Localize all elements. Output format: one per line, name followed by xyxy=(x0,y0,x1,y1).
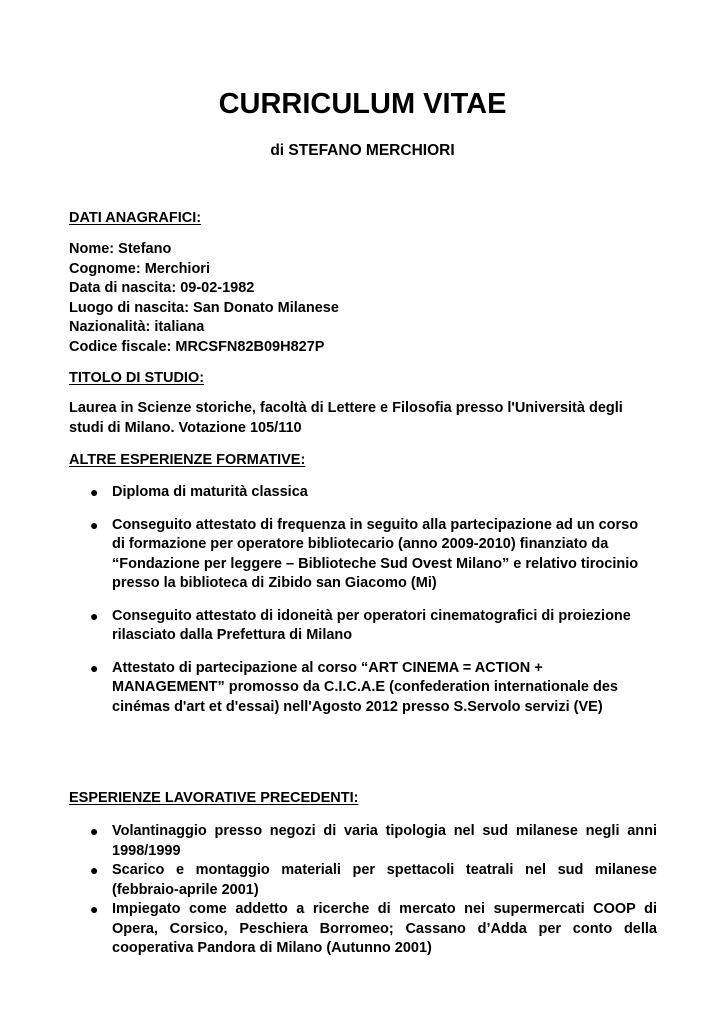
list-item-line: Attestato di partecipazione al corso “ART CINEMA = ACTION + xyxy=(112,659,543,676)
section-heading-esperienze-lavorative: ESPERIENZE LAVORATIVE PRECEDENTI: xyxy=(69,790,359,806)
personal-data-name: Nome: Stefano xyxy=(69,241,172,257)
list-item-line: Conseguito attestato di frequenza in seguito alla partecipazione ad un corso xyxy=(112,516,639,533)
list-item xyxy=(69,861,657,900)
bullet-icon: ● xyxy=(90,901,99,917)
bullet-icon: ● xyxy=(90,659,99,676)
personal-data-nationality: Nazionalità: italiana xyxy=(69,319,205,335)
bullet-icon: ● xyxy=(90,607,99,624)
document-subtitle: di STEFANO MERCHIORI xyxy=(270,142,455,159)
section-heading-altre-esperienze: ALTRE ESPERIENZE FORMATIVE: xyxy=(69,452,306,468)
personal-data-block xyxy=(69,240,669,357)
list-item-line: Conseguito attestato di idoneità per operatori cinematografici di proiezione xyxy=(112,607,631,624)
list-item-text: Scarico e montaggio materiali per spettacoli teatrali nel sud milanese (febbraio-aprile 2001) xyxy=(112,862,657,898)
list-item xyxy=(69,822,657,861)
list-item xyxy=(69,659,659,718)
document-title: CURRICULUM VITAE xyxy=(218,88,507,120)
personal-data-birth-date: Data di nascita: 09-02-1982 xyxy=(69,280,255,296)
personal-data-tax-code: Codice fiscale: MRCSFN82B09H827P xyxy=(69,338,325,355)
bullet-icon: ● xyxy=(90,862,99,878)
list-item-text: Volantinaggio presso negozi di varia tipologia nel sud milanese negli anni 1998/1999 xyxy=(112,823,657,859)
list-item-line: “Fondazione per leggere – Biblioteche Sud Ovest Milano” e relativo tirocinio xyxy=(112,555,639,572)
education-block xyxy=(69,399,669,438)
list-item-line: cinémas d'art et d'essai) nell'Agosto 2012 presso S.Servolo servizi (VE) xyxy=(112,698,603,715)
list-item xyxy=(69,516,659,594)
list-item-line: presso la biblioteca di Zibido san Giacomo (Mi) xyxy=(112,575,437,591)
work-experience-list xyxy=(69,822,657,959)
training-list xyxy=(69,483,659,730)
list-item-line: rilasciato dalla Prefettura di Milano xyxy=(112,627,353,643)
education-line: studi di Milano. Votazione 105/110 xyxy=(69,419,302,436)
list-item xyxy=(69,607,659,646)
list-item-line: MANAGEMENT” promosso da C.I.C.A.E (confederation internationale des xyxy=(112,679,618,695)
list-item-line: Diploma di maturità classica xyxy=(112,484,308,500)
bullet-icon: ● xyxy=(90,484,99,500)
bullet-icon: ● xyxy=(90,516,99,533)
personal-data-surname: Cognome: Merchiori xyxy=(69,260,210,277)
personal-data-birth-place: Luogo di nascita: San Donato Milanese xyxy=(69,299,339,316)
education-line: Laurea in Scienze storiche, facoltà di Lettere e Filosofia presso l'Università degli xyxy=(69,400,623,416)
section-heading-dati-anagrafici: DATI ANAGRAFICI: xyxy=(69,210,202,226)
bullet-icon: ● xyxy=(90,823,99,839)
list-item-line: di formazione per operatore bibliotecario (anno 2009-2010) finanziato da xyxy=(112,536,609,552)
list-item-text: Impiegato come addetto a ricerche di mercato nei supermercati COOP di Opera, Corsico, Peschiera Borromeo; Cassano d’Adda per conto della cooperativa Pandora di Milano (Autunno 2001) xyxy=(112,901,657,956)
list-item xyxy=(69,483,659,503)
list-item xyxy=(69,900,657,959)
section-heading-titolo-di-studio: TITOLO DI STUDIO: xyxy=(69,370,205,386)
